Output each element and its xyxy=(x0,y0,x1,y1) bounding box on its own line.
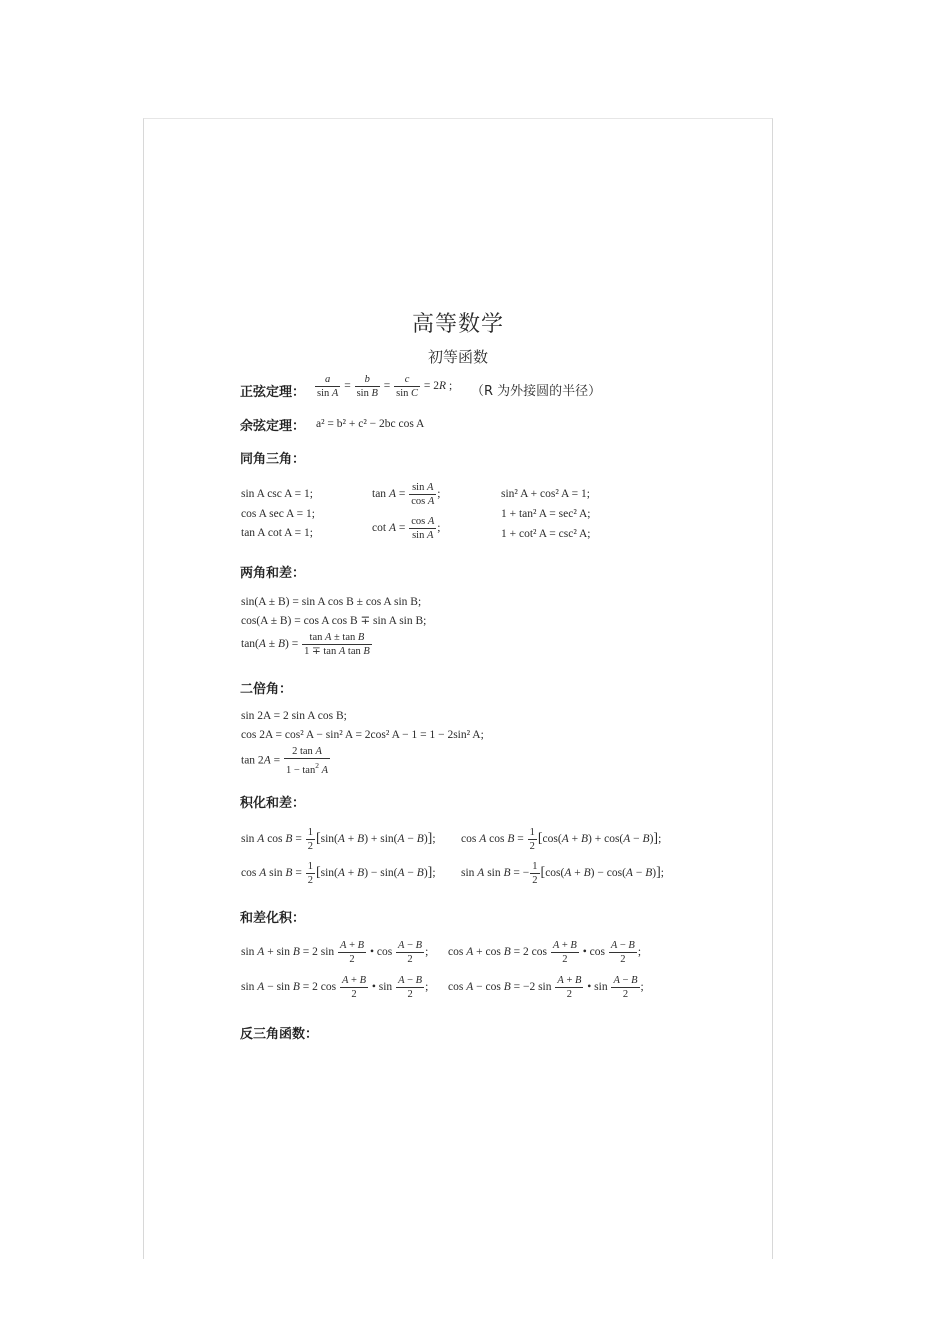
sum-to-product-formula: sin A − sin B = 2 cos $\frac{A + B}{2}$ • sin $\frac{A - B}{2}$ ; xyxy=(241,975,429,1000)
sum-to-product-formula: sin A + sin B = 2 sin $\frac{A + B}{2}$ • cos $\frac{A - B}{2}$ ; xyxy=(241,940,429,965)
sine-law-note: （R 为外接圆的半径） xyxy=(471,384,602,399)
product-to-sum-formula: sin A cos B = $\frac{1}{2}$ [sin(A + B) + sin(A − B)]; xyxy=(241,827,436,852)
product-to-sum-formula: cos A cos B = $\frac{1}{2}$ [cos(A + B) + cos(A − B)]; xyxy=(461,827,662,852)
identity-line: sin² A + cos² A = 1; xyxy=(501,488,590,500)
sum-to-product-formula: cos A + cos B = 2 cos $\frac{A + B}{2}$ • cos $\frac{A - B}{2}$ ; xyxy=(448,940,642,965)
product-to-sum-formula: sin A sin B = − $\frac{1}{2}$ [cos(A + B) − cos(A − B)]; xyxy=(461,861,664,886)
tan-sum-formula: tan(A ± B) = $\frac{\text{tan A ± tan B}}{\text{1 ∓ tan A tan B}}$ xyxy=(241,632,370,657)
page-title: 高等数学 xyxy=(411,312,504,337)
tan-double-formula: tan 2A = $\frac{\text{2 tan A}}{1 - \tan^2 A}$ xyxy=(241,746,329,776)
product-to-sum-formula: cos A sin B = $\frac{1}{2}$ [sin(A + B) − sin(A − B)]; xyxy=(241,861,436,886)
tan-quotient-formula: tan A = $\frac{\text{sin A}}{\text{cos A}}$ ; xyxy=(372,482,441,507)
formula-line: cos(A ± B) = cos A cos B ∓ sin A sin B; xyxy=(241,615,427,627)
formula-line: cos 2A = cos² A − sin² A = 2cos² A − 1 = 1 − 2sin² A; xyxy=(241,729,484,741)
identity-line: 1 + cot² A = csc² A; xyxy=(501,528,591,540)
identity-line: cos A sec A = 1; xyxy=(241,508,315,520)
formula-line: sin(A ± B) = sin A cos B ± cos A sin B; xyxy=(241,596,422,608)
document-page xyxy=(143,118,773,1259)
cot-quotient-formula: cot A = $\frac{\text{cos A}}{\text{sin A}}$ ; xyxy=(372,516,441,541)
sum-to-product-formula: cos A − cos B = −2 sin $\frac{A + B}{2}$ • sin $\frac{A - B}{2}$ ; xyxy=(448,975,644,1000)
cosine-law-formula: a² = b² + c² − 2bc cos A xyxy=(316,418,425,430)
cosine-law-heading: 余弦定理： xyxy=(240,419,306,434)
identity-line: tan A cot A = 1; xyxy=(241,527,313,539)
product-to-sum-heading: 积化和差： xyxy=(240,796,306,811)
sum-diff-heading: 两角和差： xyxy=(240,566,306,581)
double-angle-heading: 二倍角： xyxy=(240,682,293,697)
inverse-trig-heading: 反三角函数： xyxy=(240,1027,319,1042)
page-subtitle: 初等函数 xyxy=(427,348,488,366)
identity-line: 1 + tan² A = sec² A; xyxy=(501,508,591,520)
sine-law-heading: 正弦定理： xyxy=(240,385,306,400)
sine-law-formula: $\frac{a}{\text{sin A}}$ = $\frac{b}{\text{sin B}}$ = $\frac{c}{\text{sin C}}$ = 2R ; xyxy=(317,374,453,399)
sum-to-product-heading: 和差化积： xyxy=(240,911,306,926)
same-angle-heading: 同角三角： xyxy=(240,452,306,467)
formula-line: sin 2A = 2 sin A cos B; xyxy=(241,710,347,722)
identity-line: sin A csc A = 1; xyxy=(241,488,313,500)
